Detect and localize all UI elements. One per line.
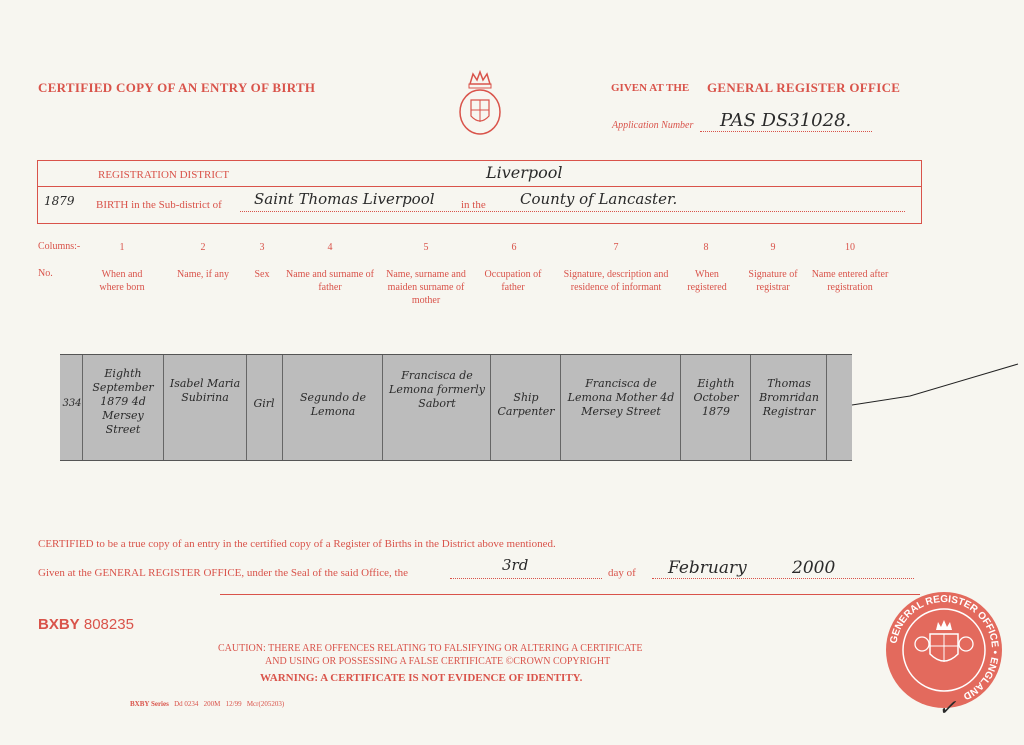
entry-occupation: Ship Carpenter bbox=[497, 391, 555, 418]
certification-given-at: Given at the GENERAL REGISTER OFFICE, under the Seal of the said Office, the bbox=[38, 567, 408, 579]
entry-divider-6 bbox=[490, 355, 491, 460]
day-dotted-line bbox=[450, 578, 602, 579]
column-header-mother: Name, surname and maiden surname of mother bbox=[386, 269, 466, 306]
registration-district-label: REGISTRATION DISTRICT bbox=[98, 169, 230, 181]
royal-crest-icon bbox=[455, 70, 505, 138]
entry-divider-3 bbox=[246, 355, 247, 460]
given-at-prefix: GIVEN AT THE bbox=[611, 82, 690, 94]
gro-seal-icon bbox=[874, 590, 1014, 710]
subdistrict-value: Saint Thomas Liverpool bbox=[254, 190, 435, 208]
column-number-6: 6 bbox=[511, 242, 517, 253]
column-header-when-where-born: When and where born bbox=[99, 269, 145, 293]
entry-divider-4 bbox=[282, 355, 283, 460]
entry-divider-9 bbox=[750, 355, 751, 460]
entry-sex: Girl bbox=[253, 397, 275, 410]
application-number-label: Application Number bbox=[612, 120, 694, 131]
entry-when-where-born: Eighth September 1879 4d Mersey Street bbox=[92, 367, 154, 436]
entry-divider-10 bbox=[826, 355, 827, 460]
strike-through-line bbox=[850, 360, 1020, 410]
certificate-title: CERTIFIED COPY OF AN ENTRY OF BIRTH bbox=[38, 80, 316, 95]
column-number-7: 7 bbox=[613, 242, 619, 253]
registration-divider bbox=[38, 186, 921, 187]
column-number-3: 3 bbox=[259, 242, 265, 253]
column-header-informant: Signature, description and residence of informant bbox=[563, 269, 669, 293]
columns-label: Columns:- bbox=[38, 241, 81, 252]
column-header-father: Name and surname of father bbox=[285, 269, 375, 293]
entry-when-registered: Eighth October 1879 bbox=[693, 377, 739, 418]
certification-month: February bbox=[668, 558, 747, 578]
month-dotted-line bbox=[652, 578, 914, 579]
column-number-4: 4 bbox=[327, 242, 333, 253]
entry-divider-8 bbox=[680, 355, 681, 460]
print-date: 12/99 bbox=[225, 700, 242, 708]
column-number-1: 1 bbox=[119, 242, 125, 253]
print-series: BXBY Series bbox=[130, 700, 169, 708]
certification-day: 3rd bbox=[502, 556, 529, 574]
certification-year: 2000 bbox=[792, 558, 836, 578]
column-header-sex: Sex bbox=[254, 269, 270, 280]
subdistrict-dotted-line bbox=[240, 211, 905, 212]
registration-year: 1879 bbox=[44, 194, 75, 208]
column-number-9: 9 bbox=[770, 242, 776, 253]
print-code bbox=[130, 700, 284, 708]
entry-number: 334 bbox=[62, 398, 82, 409]
no-label: No. bbox=[38, 268, 53, 279]
application-number-line bbox=[700, 131, 872, 132]
handwritten-mark: ✓ bbox=[938, 696, 957, 721]
warning-text: WARNING: A CERTIFICATE IS NOT EVIDENCE OF IDENTITY. bbox=[260, 672, 583, 684]
entry-divider-2 bbox=[163, 355, 164, 460]
serial-prefix: BXBY bbox=[38, 616, 80, 633]
birth-subdistrict-label: BIRTH in the Sub-district of bbox=[96, 199, 222, 211]
entry-informant: Francisca de Lemona Mother 4d Mersey Street bbox=[567, 377, 675, 418]
column-number-10: 10 bbox=[845, 242, 855, 253]
printer-code: Mcr(205203) bbox=[246, 700, 285, 708]
column-header-name: Name, if any bbox=[177, 269, 229, 280]
gro-title: GENERAL REGISTER OFFICE bbox=[707, 80, 901, 95]
entry-registrar: Thomas Bromridan Registrar bbox=[759, 377, 819, 418]
column-header-occupation: Occupation of father bbox=[484, 269, 542, 293]
print-quantity: 200M bbox=[203, 700, 221, 708]
serial-number bbox=[38, 616, 134, 633]
column-header-name-after-registration: Name entered after registration bbox=[811, 269, 889, 293]
column-number-5: 5 bbox=[423, 242, 429, 253]
serial-digits: 808235 bbox=[83, 616, 134, 633]
entry-divider-1 bbox=[82, 355, 83, 460]
certification-rule bbox=[220, 594, 920, 595]
column-header-registrar: Signature of registrar bbox=[748, 269, 798, 293]
entry-row bbox=[60, 354, 852, 461]
print-code-number: Dd 0234 bbox=[174, 700, 199, 708]
entry-name: Isabel Maria Subirina bbox=[169, 377, 241, 404]
caution-line-2: AND USING OR POSSESSING A FALSE CERTIFICATE ©CROWN COPYRIGHT bbox=[265, 656, 611, 667]
county-value: County of Lancaster. bbox=[520, 190, 678, 208]
column-header-when-registered: When registered bbox=[687, 269, 727, 293]
in-the-label: in the bbox=[461, 199, 486, 211]
registration-district-value: Liverpool bbox=[486, 163, 563, 182]
entry-mother: Francisca de Lemona formerly Sabort bbox=[389, 369, 485, 410]
entry-father: Segundo de Lemona bbox=[300, 391, 366, 418]
entry-divider-7 bbox=[560, 355, 561, 460]
svg-text:GENERAL REGISTER OFFICE • ENGL: GENERAL REGISTER OFFICE • ENGLAND bbox=[888, 593, 1001, 702]
application-number-value: PAS DS31028. bbox=[720, 110, 852, 131]
entry-divider-5 bbox=[382, 355, 383, 460]
caution-line-1: CAUTION: THERE ARE OFFENCES RELATING TO FALSIFYING OR ALTERING A CERTIFICATE bbox=[218, 643, 643, 654]
column-number-2: 2 bbox=[200, 242, 206, 253]
certification-statement: CERTIFIED to be a true copy of an entry in the certified copy of a Register of Births in the District above mentioned. bbox=[38, 538, 556, 550]
column-number-8: 8 bbox=[703, 242, 709, 253]
day-of-label: day of bbox=[608, 567, 636, 579]
